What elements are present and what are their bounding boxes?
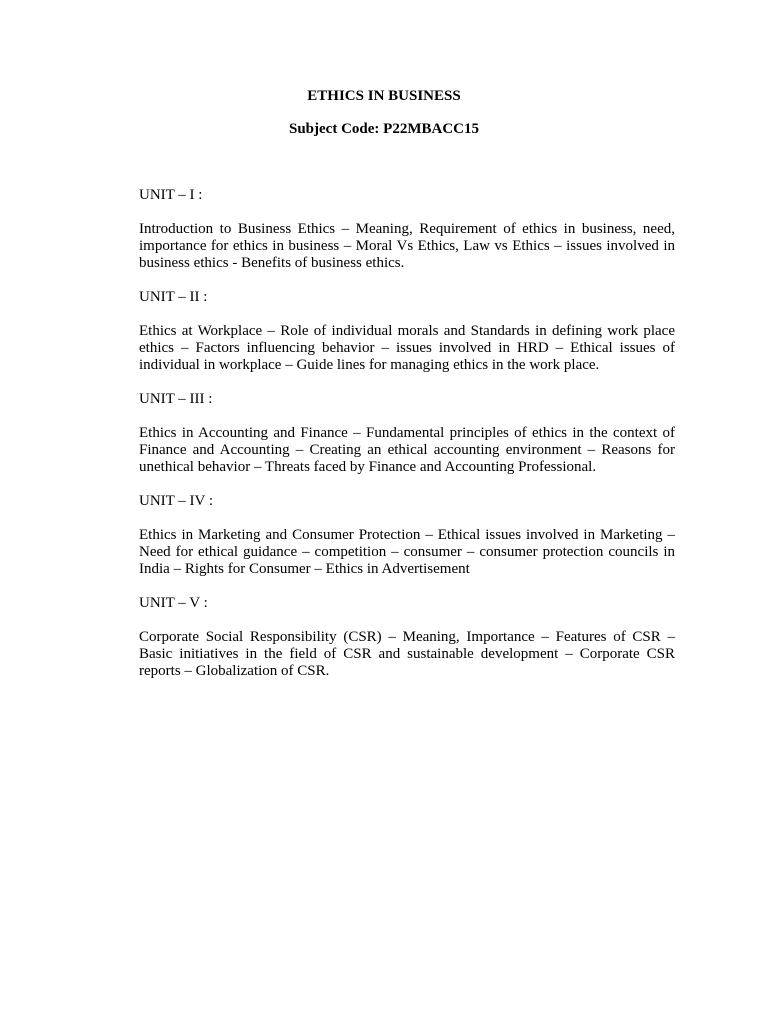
unit-description: Ethics in Accounting and Finance – Fundamental principles of ethics in the context of Finance and Accounting – Creating an ethical accounting environment – Reasons for unethical behavior – Threats faced by Finance and Accounting Professional. [139,425,675,475]
unit-heading: UNIT – IV : [139,493,214,509]
unit-section-4 [139,493,675,578]
unit-section-1 [139,187,675,272]
unit-section-2 [139,289,675,374]
unit-description: Ethics at Workplace – Role of individual morals and Standards in defining work place ethics – Factors influencing behavior – issues involved in HRD – Ethical issues of individual in workplace – Guide lines for managing ethics in the work place. [139,323,675,373]
unit-description: Corporate Social Responsibility (CSR) – Meaning, Importance – Features of CSR – Basic initiatives in the field of CSR and sustainable development – Corporate CSR reports – Globalization of CSR. [139,629,675,679]
unit-description: Introduction to Business Ethics – Meaning, Requirement of ethics in business, need, importance for ethics in business – Moral Vs Ethics, Law vs Ethics – issues involved in business ethics - Benefits of business ethics. [139,221,675,271]
unit-heading: UNIT – II : [139,289,208,305]
unit-section-3 [139,391,675,476]
unit-description: Ethics in Marketing and Consumer Protection – Ethical issues involved in Marketing – Need for ethical guidance – competition – consumer – consumer protection councils in India – Rights for Consumer – Ethics in Advertisement [139,527,675,577]
unit-heading: UNIT – III : [139,391,213,407]
subject-code: Subject Code: P22MBACC15 [289,121,479,137]
syllabus-content [139,187,675,697]
unit-heading: UNIT – V : [139,595,208,611]
unit-heading: UNIT – I : [139,187,203,203]
unit-section-5 [139,595,675,680]
document-title: ETHICS IN BUSINESS [307,88,461,104]
